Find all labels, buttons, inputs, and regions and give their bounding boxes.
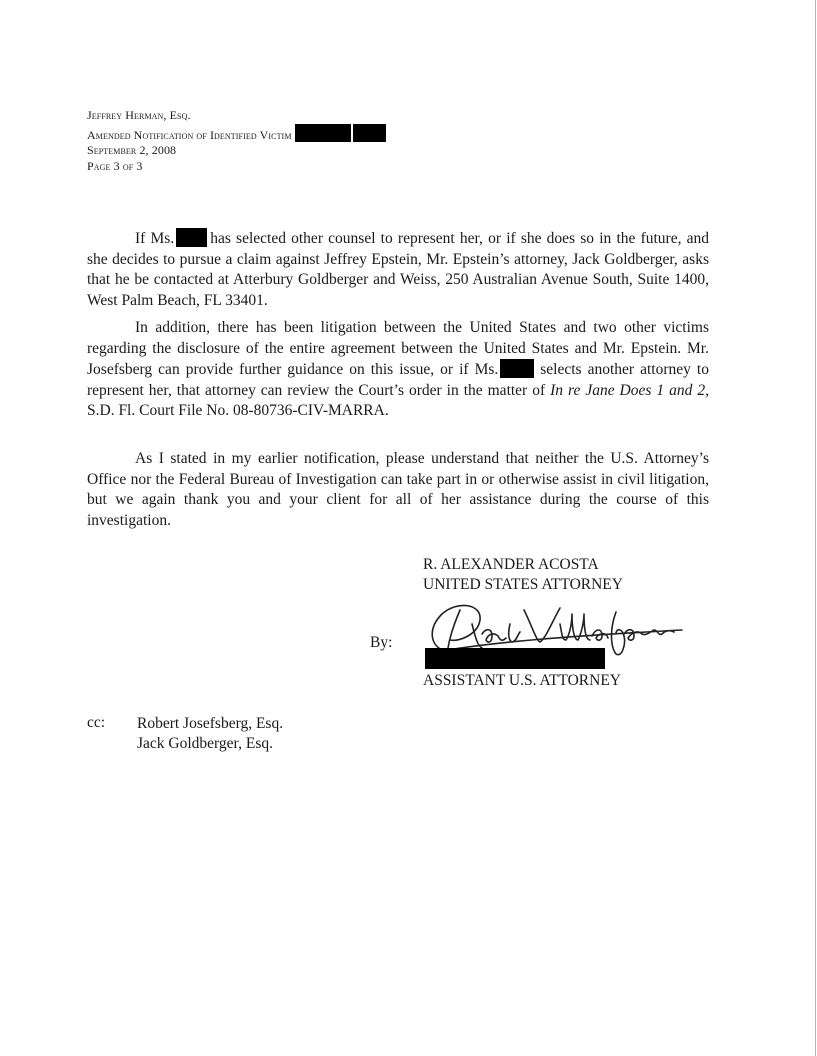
header-subject-text: Amended Notification of Identified Victim: [87, 127, 292, 142]
signatory-title: UNITED STATES ATTORNEY: [423, 576, 623, 593]
signer-title: ASSISTANT U.S. ATTORNEY: [423, 672, 621, 689]
redaction-box: [500, 359, 534, 378]
paragraph-2-start: In addition, there has been litigation between the United States and two other victims regarding the disclosure of the entire agreement between the United States and Mr. Epstein. Mr. Josefsberg can provide further guidance on this issue, or if Ms.: [87, 319, 709, 378]
signatory-name: R. ALEXANDER ACOSTA: [423, 556, 599, 573]
header-date: September 2, 2008: [87, 143, 177, 157]
scan-edge-line: [815, 0, 816, 1056]
cc-recipient: Jack Goldberger, Esq.: [137, 735, 273, 752]
paragraph-2-middle: selects another attorney to represent her, that attorney can review the Court’s order in the matter of: [87, 361, 709, 399]
redaction-box: [295, 124, 351, 142]
paragraph-litigation: [87, 318, 709, 422]
header-recipient: Jeffrey Herman, Esq.: [87, 108, 191, 122]
header-page-number: Page 3 of 3: [87, 158, 143, 173]
paragraph-3-text: As I stated in my earlier notification, please understand that neither the U.S. Attorney’s Office nor the Federal Bureau of Investigation can take part in or otherwise assist in civil litigation, but we again thank you and your client for all of her assistance during the course of this investigation.: [87, 450, 709, 529]
header-subject: [87, 124, 386, 144]
redaction-box: [425, 648, 605, 669]
cc-recipient: Robert Josefsberg, Esq.: [137, 715, 284, 732]
signature-block: [423, 555, 623, 595]
paragraph-1-start: If Ms.: [135, 230, 175, 247]
paragraph-2-end: , S.D. Fl. Court File No. 08-80736-CIV-MARRA.: [87, 381, 709, 419]
paragraph-1-rest: has selected other counsel to represent her, or if she does so in the future, and she decides to pursue a claim against Jeffrey Epstein, Mr. Epstein’s attorney, Jack Goldberger, asks that he be contacted at Atterbury Goldberger and Weiss, 250 Australian Avenue South, Suite 1400, West Palm Beach, FL 33401.: [87, 230, 710, 309]
by-label: By:: [370, 634, 393, 651]
cc-label: cc:: [87, 714, 106, 731]
redaction-box: [353, 124, 386, 142]
redaction-box: [176, 228, 207, 247]
paragraph-closing: [87, 449, 709, 531]
letter-header: [87, 108, 386, 174]
case-name: In re Jane Does 1 and 2: [550, 381, 706, 399]
cc-recipients: [137, 714, 283, 754]
paragraph-counsel: [87, 228, 709, 311]
